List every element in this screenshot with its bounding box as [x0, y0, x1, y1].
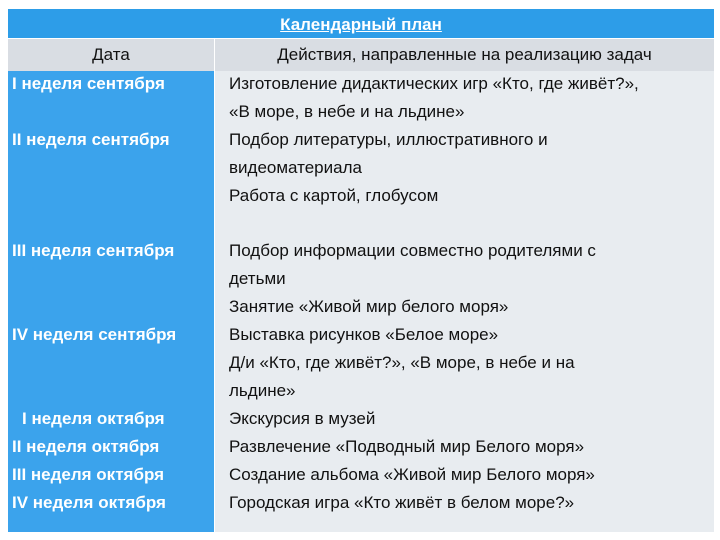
date-item: III неделя октября	[12, 465, 165, 484]
action-line: Изготовление дидактических игр «Кто, где живёт?»,	[229, 74, 639, 93]
header-date: Дата	[92, 45, 130, 64]
action-line: Подбор литературы, иллюстративного и	[229, 130, 548, 149]
action-line: льдине»	[229, 381, 296, 400]
actions-column	[215, 71, 714, 532]
action-line: «В море, в небе и на льдине»	[229, 102, 465, 121]
calendar-plan-table	[8, 9, 714, 532]
date-item: IV неделя сентября	[12, 325, 177, 344]
date-item: II неделя октября	[12, 437, 160, 456]
date-item: I неделя октября	[22, 409, 165, 428]
table-title: Календарный план	[280, 15, 442, 34]
date-item: I неделя сентября	[12, 74, 165, 93]
table-body-row	[8, 71, 714, 532]
action-line: Занятие «Живой мир белого моря»	[229, 297, 509, 316]
header-actions: Действия, направленные на реализацию задач	[277, 45, 652, 64]
action-line: Создание альбома «Живой мир Белого моря»	[229, 465, 595, 484]
action-line: Городская игра «Кто живёт в белом море?»	[229, 493, 575, 512]
action-line: Подбор информации совместно родителями с	[229, 241, 596, 260]
action-line: видеоматериала	[229, 158, 362, 177]
action-line: Выставка рисунков «Белое море»	[229, 325, 499, 344]
date-item: II неделя сентября	[12, 130, 170, 149]
table-title-row	[8, 9, 714, 39]
action-line: Развлечение «Подводный мир Белого моря»	[229, 437, 585, 456]
action-line: Экскурсия в музей	[229, 409, 376, 428]
date-item: IV неделя октября	[12, 493, 166, 512]
table-header-row	[8, 39, 714, 71]
action-line: детьми	[229, 269, 286, 288]
action-line: Д/и «Кто, где живёт?», «В море, в небе и на	[229, 353, 575, 372]
date-item: III неделя сентября	[12, 241, 175, 260]
date-column	[8, 71, 214, 532]
action-line: Работа с картой, глобусом	[229, 186, 439, 205]
